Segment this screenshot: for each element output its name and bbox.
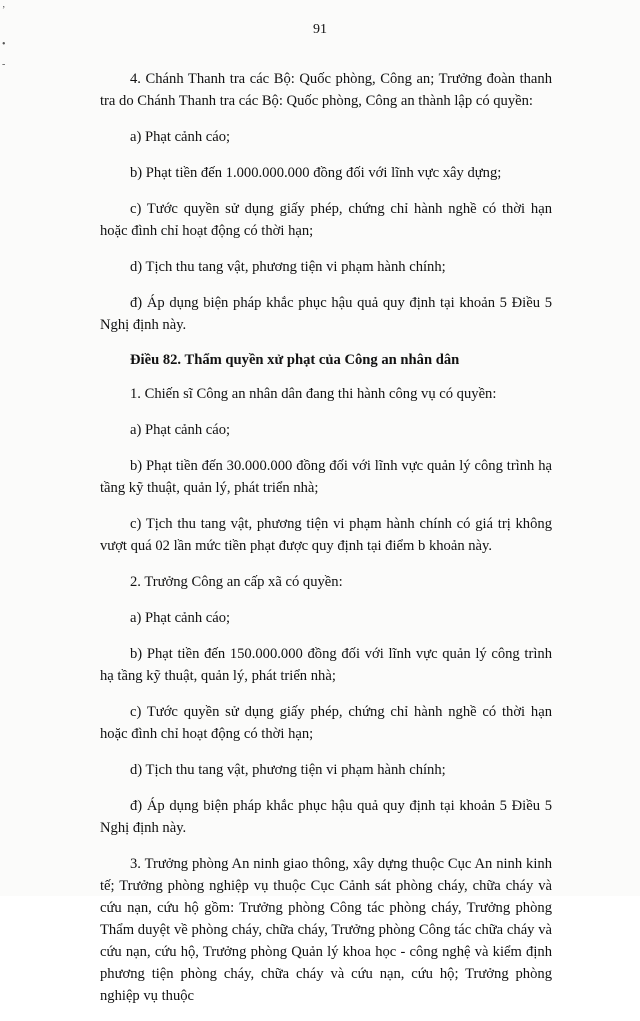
article-heading: Điều 82. Thẩm quyền xử phạt của Công an nhân dân <box>130 352 460 368</box>
paragraph: b) Phạt tiền đến 1.000.000.000 đồng đối với lĩnh vực xây dựng; <box>130 165 502 181</box>
paragraph: b) Phạt tiền đến 150.000.000 đồng đối với lĩnh vực quản lý công trình hạ tầng kỹ thuật, quản lý, phát triển nhà; <box>100 646 552 684</box>
margin-mark: ’ <box>2 5 6 16</box>
paragraph: đ) Áp dụng biện pháp khắc phục hậu quả quy định tại khoản 5 Điều 5 Nghị định này. <box>100 798 552 836</box>
paragraph: a) Phạt cảnh cáo; <box>130 610 231 626</box>
paragraph: 3. Trưởng phòng An ninh giao thông, xây dựng thuộc Cục An ninh kinh tế; Trưởng phòng nghiệp vụ thuộc Cục Cảnh sát phòng cháy, chữa cháy và cứu nạn, cứu hộ gồm: Trưởng phòng Công tác phòng cháy, Trưởng phòng Thẩm duyệt về phòng cháy, chữa cháy, Trưởng phòng Công tác chữa cháy và cứu nạn, cứu hộ, Trưởng phòng Quản lý khoa học - công nghệ và kiểm định phương tiện phòng cháy, chữa cháy và cứu nạn, cứu hộ; Trưởng phòng nghiệp vụ thuộc <box>100 856 552 1004</box>
paragraph: c) Tịch thu tang vật, phương tiện vi phạm hành chính có giá trị không vượt quá 02 lần mức tiền phạt được quy định tại điểm b khoản này. <box>100 516 552 554</box>
margin-mark: - <box>2 59 6 70</box>
margin-mark: • <box>2 39 6 50</box>
page-number: 91 <box>313 22 327 37</box>
paragraph: a) Phạt cảnh cáo; <box>130 422 231 438</box>
paragraph: đ) Áp dụng biện pháp khắc phục hậu quả quy định tại khoản 5 Điều 5 Nghị định này. <box>100 295 552 333</box>
paragraph: c) Tước quyền sử dụng giấy phép, chứng chỉ hành nghề có thời hạn hoặc đình chỉ hoạt động có thời hạn; <box>100 201 552 239</box>
paragraph: d) Tịch thu tang vật, phương tiện vi phạm hành chính; <box>130 762 446 778</box>
paragraph: b) Phạt tiền đến 30.000.000 đồng đối với lĩnh vực quản lý công trình hạ tầng kỹ thuật, quản lý, phát triển nhà; <box>100 458 552 496</box>
paragraph: 2. Trưởng Công an cấp xã có quyền: <box>130 574 343 590</box>
document-body <box>100 68 552 1021</box>
paragraph: d) Tịch thu tang vật, phương tiện vi phạm hành chính; <box>130 259 446 275</box>
paragraph: a) Phạt cảnh cáo; <box>130 129 231 145</box>
paragraph: 4. Chánh Thanh tra các Bộ: Quốc phòng, Công an; Trưởng đoàn thanh tra do Chánh Thanh tra các Bộ: Quốc phòng, Công an thành lập có quyền: <box>100 71 552 109</box>
paragraph: 1. Chiến sĩ Công an nhân dân đang thi hành công vụ có quyền: <box>130 386 497 402</box>
paragraph: c) Tước quyền sử dụng giấy phép, chứng chỉ hành nghề có thời hạn hoặc đình chỉ hoạt động có thời hạn; <box>100 704 552 742</box>
